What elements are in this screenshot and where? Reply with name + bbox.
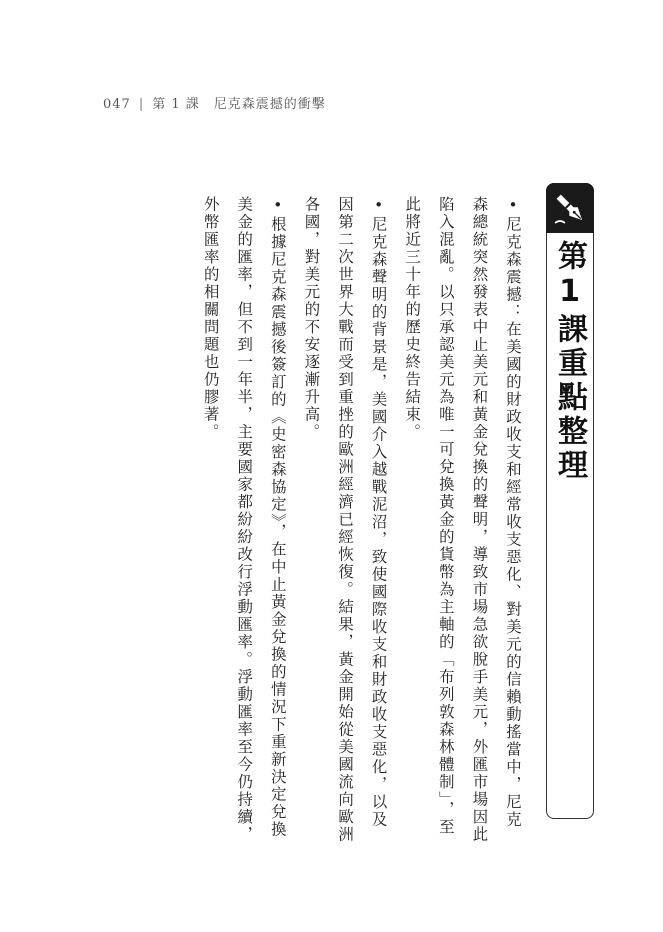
header-divider: | <box>138 97 145 112</box>
bullet-item-2 <box>294 196 395 846</box>
bullet-item-1 <box>395 196 529 846</box>
bullet-marker: • <box>268 196 287 217</box>
bullet-item-3 <box>193 196 294 846</box>
summary-title: 第1課重點整理 <box>552 240 587 483</box>
running-head <box>103 93 326 112</box>
bullet-marker: • <box>369 196 388 217</box>
lesson-title: 尼克森震撼的衝擊 <box>213 97 326 112</box>
fountain-pen-icon <box>546 183 594 233</box>
bullet-text: 根據尼克森震撼後簽訂的《史密森協定》，在中止黃金兌換的情況下重新決定兌換美金的匯率，但不到一年半，主要國家都紛紛改行浮動匯率。浮動匯率至今仍持續，外幣匯率的相關問題也仍膠著。 <box>201 196 287 844</box>
lesson-label: 第 1 課 <box>152 97 200 112</box>
bullet-marker: • <box>504 196 522 217</box>
bullet-text: 尼克森震撼：在美國的財政收支和經常收支惡化、對美元的信賴動搖當中，尼克森總統突然發表中止美元和黃金兌換的聲明，導致市場急欲脫手美元，外匯市場因此陷入混亂。以只承認美元為唯一可兌換黃金的貨幣為主軸的「布列敦森林體制」，至此將近三十年的歷史終告結束。 <box>403 196 522 844</box>
page-number: 047 <box>103 97 131 112</box>
bullet-text: 尼克森聲明的背景是，美國介入越戰泥沼，致使國際收支和財政收支惡化，以及因第二次世界大戰而受到重挫的歐洲經濟已經恢復。結果，黃金開始從美國流向歐洲各國，對美元的不安逐漸升高。 <box>302 196 388 844</box>
summary-tab <box>546 183 594 819</box>
summary-body <box>193 196 529 846</box>
